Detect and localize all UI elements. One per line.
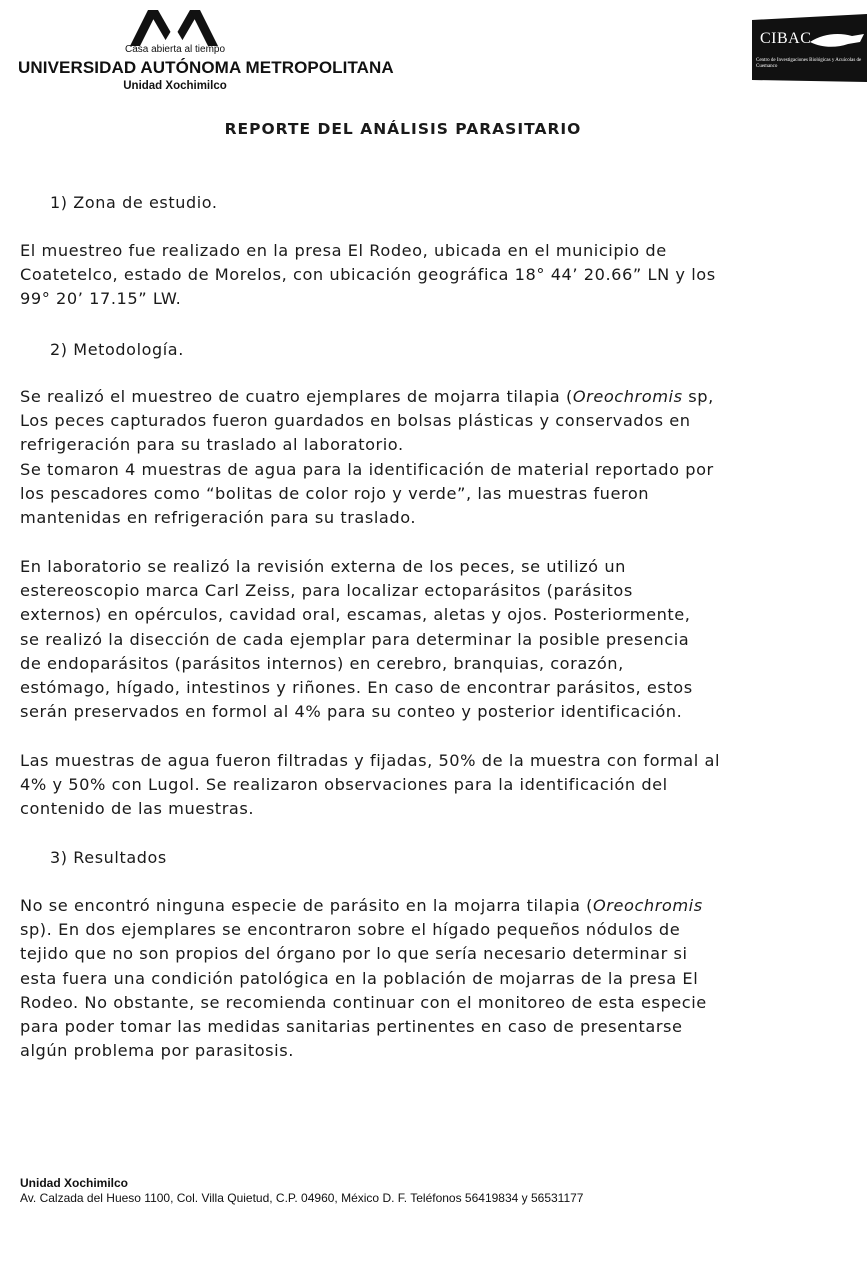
- uam-tagline: Casa abierta al tiempo: [124, 44, 226, 55]
- text-line: refrigeración para su traslado al laboratorio.: [20, 435, 404, 455]
- text-line: externos) en opérculos, cavidad oral, escamas, aletas y ojos. Posteriormente,: [20, 605, 691, 625]
- report-title: REPORTE DEL ANÁLISIS PARASITARIO: [224, 120, 582, 138]
- text-line: contenido de las muestras.: [20, 799, 255, 819]
- text-line: los pescadores como “bolitas de color rojo y verde”, las muestras fueron: [20, 483, 650, 503]
- text-line: esta fuera una condición patológica en la población de mojarras de la presa El: [20, 968, 699, 988]
- section-heading-results: 3) Resultados: [50, 848, 167, 867]
- text-line: para poder tomar las medidas sanitarias pertinentes en caso de presentarse: [20, 1017, 683, 1037]
- text-line: de endoparásitos (parásitos internos) en cerebro, branquias, corazón,: [20, 653, 624, 673]
- footer-unit: Unidad Xochimilco: [20, 1176, 129, 1190]
- text-line: El muestreo fue realizado en la presa El Rodeo, ubicada en el municipio de: [20, 241, 667, 260]
- text-line: estereoscopio marca Carl Zeiss, para localizar ectoparásitos (parásitos: [20, 581, 633, 601]
- university-name: UNIVERSIDAD AUTÓNOMA METROPOLITANA: [18, 58, 394, 77]
- text-line: Rodeo. No obstante, se recomienda continuar con el monitoreo de esta especie: [20, 992, 707, 1012]
- footer: [20, 1176, 583, 1206]
- text-line: mantenidas en refrigeración para su traslado.: [20, 508, 417, 528]
- text-line: tejido que no son propios del órgano por lo que sería necesario determinar si: [20, 944, 688, 964]
- text-line: Se realizó el muestreo de cuatro ejemplares de mojarra tilapia (Oreochromis sp,: [20, 387, 714, 406]
- cibac-acronym: CIBAC: [760, 30, 812, 47]
- text-line: algún problema por parasitosis.: [20, 1041, 294, 1061]
- section-heading-study-zone: 1) Zona de estudio.: [50, 193, 218, 212]
- methodology-paragraph-1: [20, 385, 792, 530]
- text-line: No se encontró ninguna especie de parásito en la mojarra tilapia (Oreochromis: [20, 896, 703, 915]
- cibac-logo: [752, 14, 867, 82]
- text-line: Las muestras de agua fueron filtradas y fijadas, 50% de la muestra con formal al: [20, 751, 720, 770]
- text-line: 99° 20’ 17.15” LW.: [20, 289, 182, 309]
- results-paragraph: [20, 894, 792, 1063]
- methodology-paragraph-2: [20, 555, 792, 724]
- text-line: 4% y 50% con Lugol. Se realizaron observaciones para la identificación del: [20, 775, 668, 795]
- text-line: estómago, hígado, intestinos y riñones. En caso de encontrar parásitos, estos: [20, 678, 693, 698]
- text-line: Los peces capturados fueron guardados en bolsas plásticas y conservados en: [20, 411, 691, 431]
- text-line: Coatetelco, estado de Morelos, con ubicación geográfica 18° 44’ 20.66” LN y los: [20, 265, 716, 285]
- footer-address: Av. Calzada del Hueso 1100, Col. Villa Quietud, C.P. 04960, México D. F. Teléfonos 56419834 y 56531177: [20, 1191, 584, 1205]
- cibac-logo-icon: [752, 14, 867, 82]
- letterhead: [0, 0, 867, 110]
- text-line: se realizó la disección de cada ejemplar para determinar la posible presencia: [20, 629, 690, 649]
- text-line: sp). En dos ejemplares se encontraron sobre el hígado pequeños nódulos de: [20, 920, 681, 940]
- study-zone-paragraph: [20, 239, 792, 312]
- methodology-paragraph-3: [20, 749, 792, 822]
- uam-logo-icon: [128, 8, 220, 48]
- section-heading-methodology: 2) Metodología.: [50, 340, 184, 359]
- cibac-subtitle: Centro de Investigaciones Biológicas y Acuícolas de Cuemanco: [756, 58, 862, 69]
- text-line: En laboratorio se realizó la revisión externa de los peces, se utilizó un: [20, 557, 626, 576]
- unit-name: Unidad Xochimilco: [123, 80, 227, 92]
- text-line: Se tomaron 4 muestras de agua para la identificación de material reportado por: [20, 459, 714, 479]
- text-line: serán preservados en formol al 4% para su conteo y posterior identificación.: [20, 702, 683, 722]
